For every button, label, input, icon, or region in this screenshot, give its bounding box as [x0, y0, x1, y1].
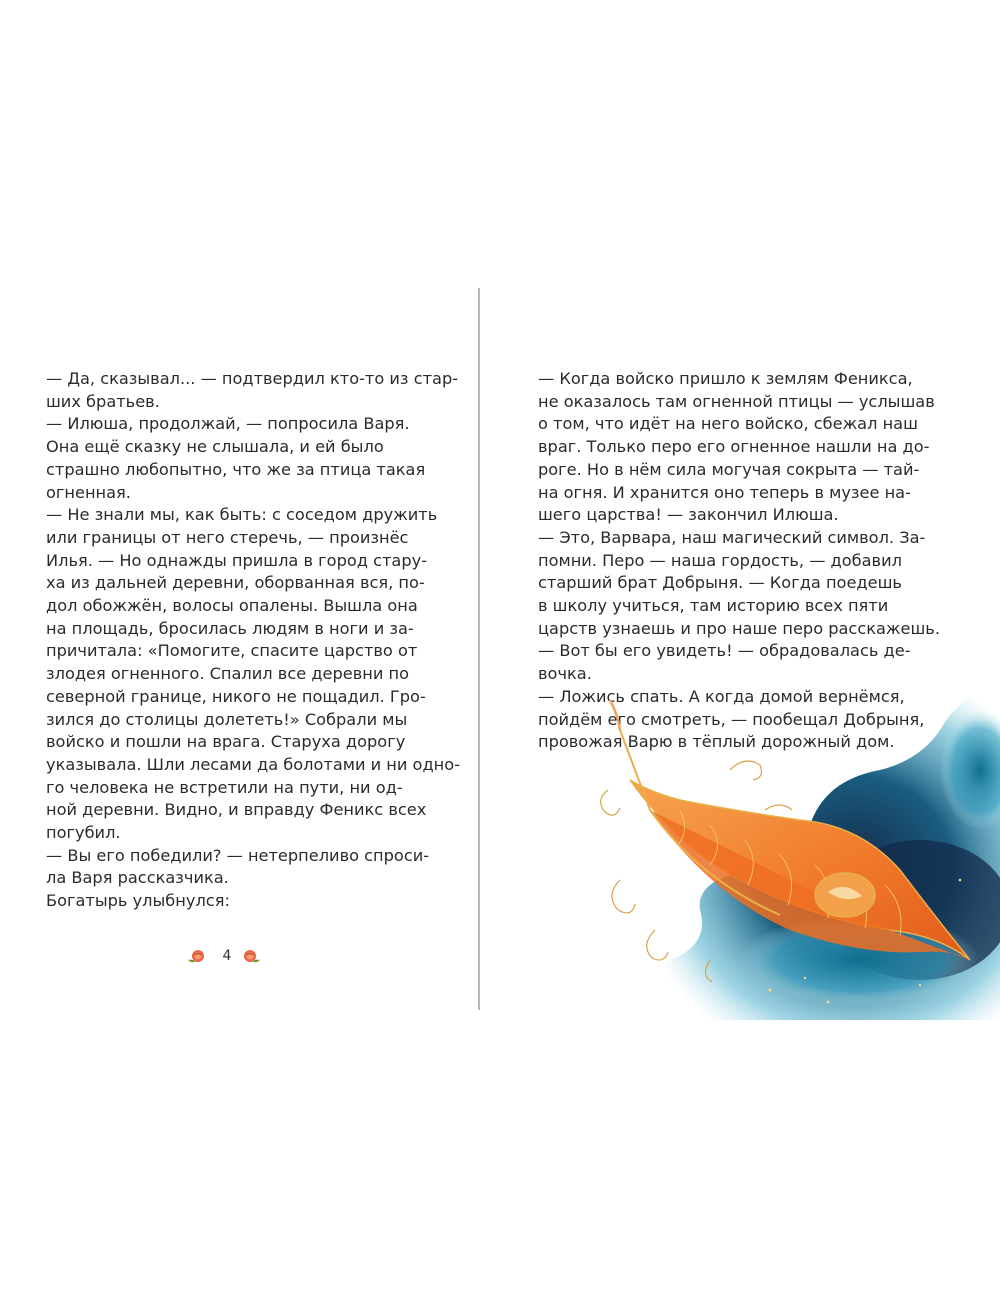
page-number: 4 [222, 948, 232, 964]
rose-ornament-icon [242, 948, 262, 966]
page-number-folio [186, 946, 266, 970]
text-line: или границы от него стеречь, — произнёс [46, 527, 409, 547]
text-line: погубил. [46, 823, 121, 843]
text-line: дол обожжён, волосы опалены. Вышла она [46, 596, 418, 616]
page-gutter [478, 288, 480, 1010]
text-line: в школу учиться, там историю всех пяти [538, 596, 889, 616]
text-line: зился до столицы долететь!» Собрали мы [46, 709, 408, 729]
text-line: вочка. [538, 664, 592, 684]
text-line: страшно любопытно, что же за птица такая [46, 459, 426, 479]
text-line: причитала: «Помогите, спасите царство от [46, 641, 418, 661]
text-line: указывала. Шли лесами да болотами и ни одно- [46, 754, 460, 774]
text-line: — Это, Варвара, наш магический символ. За- [538, 527, 926, 547]
text-line: ной деревни. Видно, и вправду Феникс всех [46, 800, 427, 820]
left-page-text [46, 368, 476, 913]
text-line: Богатырь улыбнулся: [46, 891, 230, 911]
text-line: войско и пошли на врага. Старуха дорогу [46, 732, 406, 752]
text-line: о том, что идёт на него войско, сбежал наш [538, 414, 918, 434]
text-line: го человека не встретили на пути, ни од- [46, 777, 403, 797]
text-line: северной границе, никого не пощадил. Гро- [46, 686, 426, 706]
text-line: — Когда войско пришло к землям Феникса, [538, 369, 913, 388]
text-line: огненная. [46, 482, 131, 502]
feather-illustration [560, 660, 1000, 1020]
text-line: ших братьев. [46, 391, 160, 411]
text-line: помни. Перо — наша гордость, — добавил [538, 550, 902, 570]
text-line: враг. Только перо его огненное нашли на до- [538, 437, 930, 457]
text-line: — Не знали мы, как быть: с соседом дружить [46, 505, 438, 525]
text-line: на площадь, бросилась людям в ноги и за- [46, 618, 414, 638]
text-line: провожая Варю в тёплый дорожный дом. [538, 732, 895, 752]
text-line: Илья. — Но однажды пришла в город стару- [46, 550, 428, 570]
text-line: пойдём его смотреть, — пообещал Добрыня, [538, 709, 925, 729]
text-line: — Вот бы его увидеть! — обрадовалась де- [538, 641, 911, 661]
text-line: ла Варя рассказчика. [46, 868, 229, 888]
text-line: — Вы его победили? — нетерпеливо спроси- [46, 845, 430, 865]
text-line: злодея огненного. Спалил все деревни по [46, 664, 409, 684]
text-line: Она ещё сказку не слышала, и ей было [46, 437, 384, 457]
text-line: старший брат Добрыня. — Когда поедешь [538, 573, 902, 593]
text-line: — Ложись спать. А когда домой вернёмся, [538, 686, 905, 706]
text-line: — Да, сказывал... — подтвердил кто-то из стар- [46, 369, 459, 388]
text-line: не оказалось там огненной птицы — услышав [538, 391, 935, 411]
text-line: роге. Но в нём сила могучая сокрыта — тай- [538, 459, 920, 479]
rose-ornament-icon [186, 948, 206, 966]
text-line: царств узнаешь и про наше перо расскажешь. [538, 618, 940, 638]
text-line: — Илюша, продолжай, — попросила Варя. [46, 414, 410, 434]
text-line: шего царства! — закончил Илюша. [538, 505, 839, 525]
text-line: на огня. И хранится оно теперь в музее на- [538, 482, 911, 502]
text-line: ха из дальней деревни, оборванная вся, по- [46, 573, 425, 593]
